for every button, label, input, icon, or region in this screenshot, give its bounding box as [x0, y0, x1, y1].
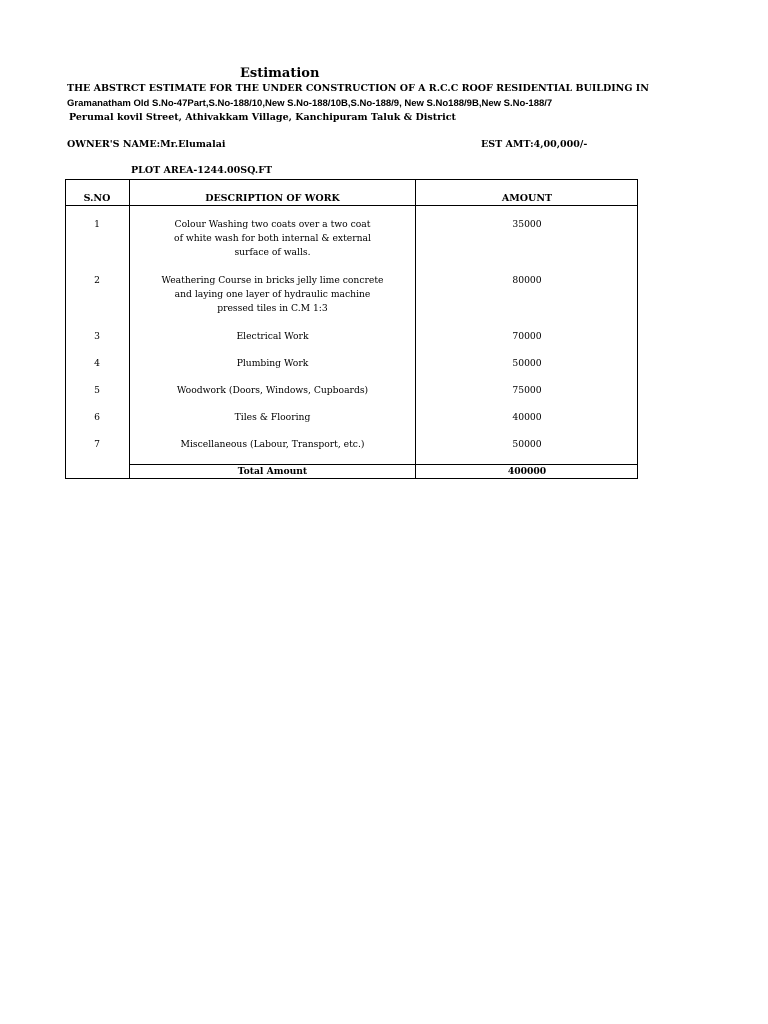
row-7-sno: 7 — [94, 439, 100, 450]
address-line: Perumal kovil Street, Athivakkam Village, Kanchipuram Taluk & District — [69, 112, 456, 123]
plot-area: PLOT AREA-1244.00SQ.FT — [131, 165, 273, 176]
row-3-amount: 70000 — [512, 331, 542, 342]
total-amount-label: Total Amount — [237, 466, 308, 477]
row-5-sno: 5 — [94, 385, 100, 396]
row-3-sno: 3 — [94, 331, 100, 342]
row-5-amount: 75000 — [512, 385, 542, 396]
document-title: Estimation — [240, 66, 320, 81]
row-2-amount: 80000 — [512, 275, 542, 286]
row-1-description: Colour Washing two coats over a two coat of white wash for both internal & external surface of walls. — [174, 219, 371, 258]
row-7-amount: 50000 — [512, 439, 542, 450]
row-3-description: Electrical Work — [236, 331, 309, 342]
table-header-rule — [65, 205, 638, 206]
estimated-amount: EST AMT:4,00,000/- — [481, 139, 588, 150]
row-4-amount: 50000 — [512, 358, 542, 369]
row-6-sno: 6 — [94, 412, 100, 423]
column-header-sno: S.NO — [83, 193, 111, 204]
survey-numbers: Gramanatham Old S.No-47Part,S.No-188/10,New S.No-188/10B,S.No-188/9, New S.No188/9B,New S.No-188/7 — [67, 98, 553, 109]
estimate-subheading: THE ABSTRCT ESTIMATE FOR THE UNDER CONSTRUCTION OF A R.C.C ROOF RESIDENTIAL BUILDING IN — [67, 83, 649, 94]
row-2-description: Weathering Course in bricks jelly lime concrete and laying one layer of hydraulic machine pressed tiles in C.M 1:3 — [161, 275, 384, 314]
row-2-sno: 2 — [94, 275, 100, 286]
row-5-description: Woodwork (Doors, Windows, Cupboards) — [176, 385, 369, 396]
row-4-sno: 4 — [94, 358, 100, 369]
column-header-description: DESCRIPTION OF WORK — [205, 193, 340, 204]
row-6-amount: 40000 — [512, 412, 542, 423]
row-4-description: Plumbing Work — [236, 358, 309, 369]
column-header-amount: AMOUNT — [501, 193, 553, 204]
row-1-amount: 35000 — [512, 219, 542, 230]
row-7-description: Miscellaneous (Labour, Transport, etc.) — [180, 439, 365, 450]
owner-name: OWNER'S NAME:Mr.Elumalai — [67, 139, 226, 150]
total-amount-value: 400000 — [507, 466, 547, 477]
row-6-description: Tiles & Flooring — [234, 412, 311, 423]
row-1-sno: 1 — [94, 219, 100, 230]
